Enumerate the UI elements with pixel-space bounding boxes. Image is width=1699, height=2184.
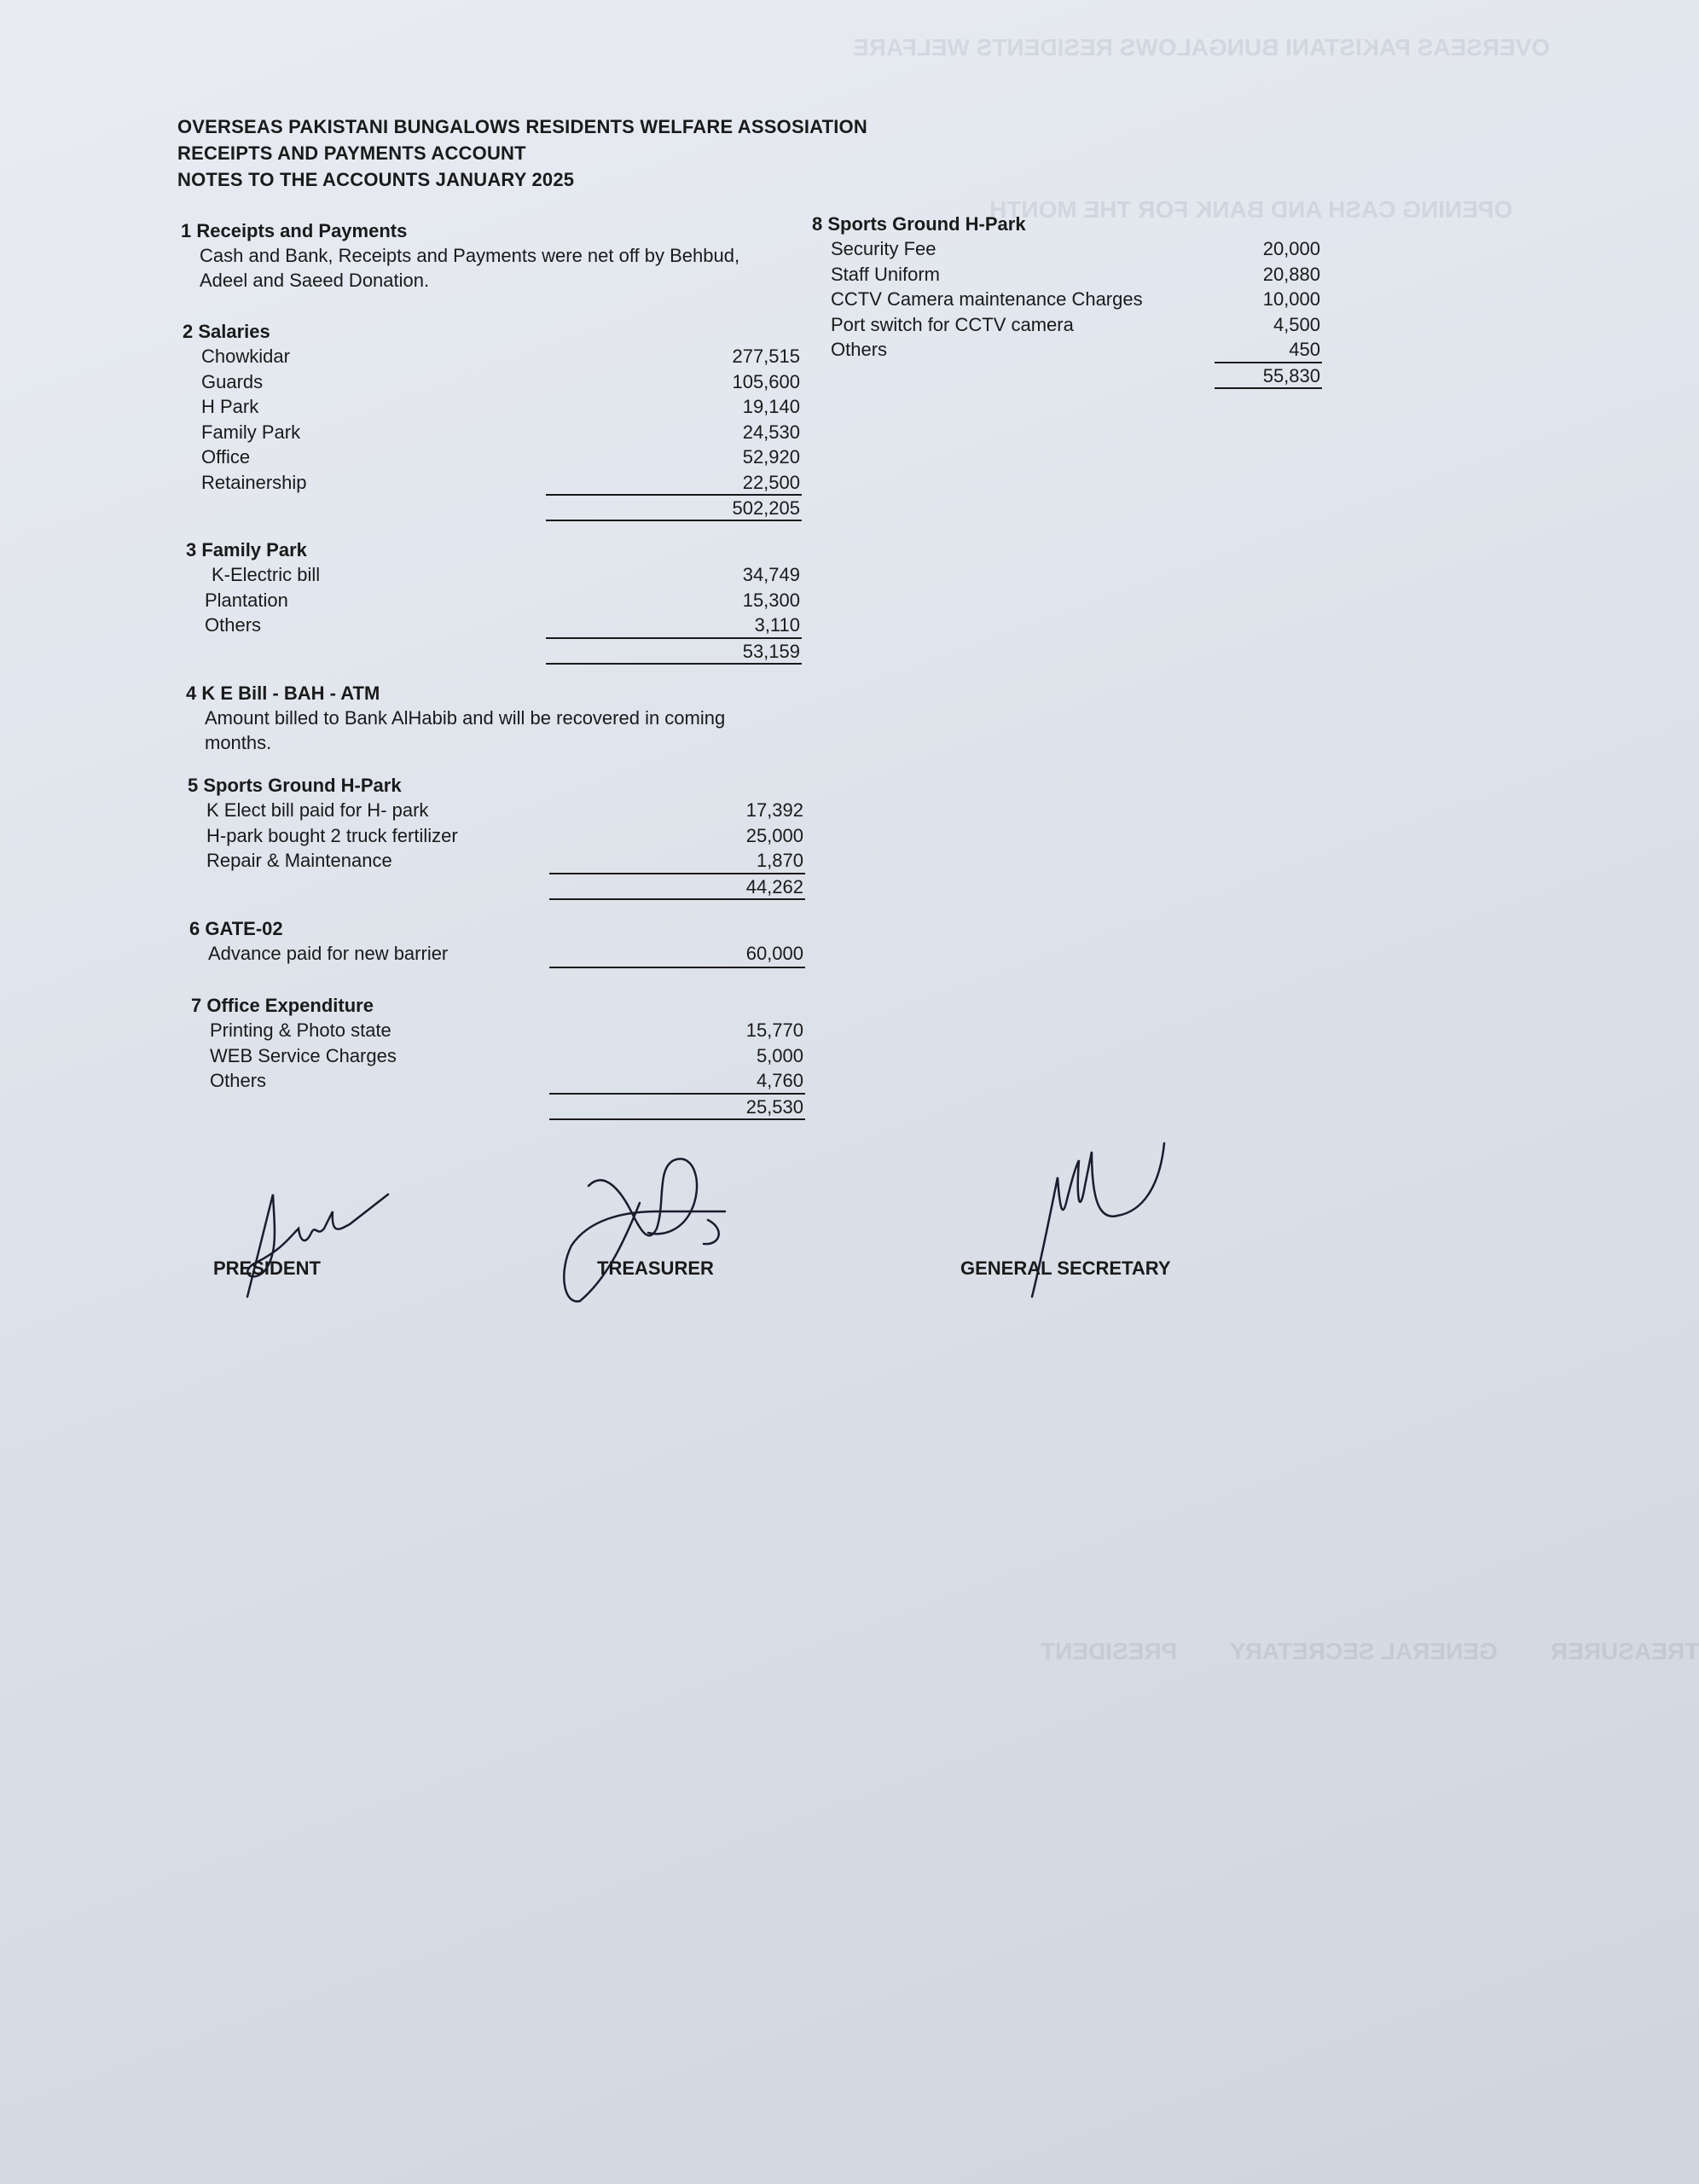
note-total [191,1094,803,1120]
item-label: Repair & Maintenance [206,850,392,871]
note-total [812,363,1320,389]
item-amount: 5,000 [756,1044,803,1066]
note-total [188,874,803,900]
item-amount: 34,749 [742,564,800,585]
line-item [812,312,1320,338]
general-secretary-label: GENERAL SECRETARY [960,1258,1171,1279]
note-salaries [183,319,800,521]
treasurer-label: TREASURER [597,1258,714,1279]
line-item [183,470,800,496]
bleed-through-text: OPENING CASH AND BANK FOR THE MONTH [989,196,1513,223]
note-total [186,638,800,665]
item-label: H Park [201,396,259,417]
total-rule [1215,387,1322,389]
association-name: OVERSEAS PAKISTANI BUNGALOWS RESIDENTS WELFARE ASSOSIATION [177,116,867,137]
note-gate-02 [189,916,803,970]
line-item [186,562,800,588]
item-amount: 25,000 [745,824,803,846]
document-header [177,113,867,193]
account-title: RECEIPTS AND PAYMENTS ACCOUNT [177,142,526,164]
line-item [191,1043,803,1069]
item-label: H-park bought 2 truck fertilizer [206,824,458,846]
item-amount: 52,920 [742,446,800,468]
note-total [183,495,800,521]
line-item [183,420,800,445]
bleed-through-text: OVERSEAS PAKISTANI BUNGALOWS RESIDENTS WELFARE [853,34,1551,61]
item-amount: 17,392 [745,799,803,821]
item-amount: 22,500 [742,471,800,493]
line-item [188,823,803,849]
treasurer-signature [554,1152,742,1305]
line-item [191,1068,803,1094]
note-title: 5 Sports Ground H-Park [188,775,402,796]
item-amount: 20,880 [1262,263,1320,285]
line-item [812,337,1320,363]
line-item [183,444,800,470]
bleed-through-text: TREASURER GENERAL SECRETARY PRESIDENT [1041,1638,1699,1664]
item-label: Office [201,446,251,468]
item-label: K Elect bill paid for H- park [206,799,429,821]
total-rule [546,663,802,665]
item-label: Guards [201,370,264,392]
line-item [188,798,803,823]
notes-title: NOTES TO THE ACCOUNTS JANUARY 2025 [177,169,575,190]
item-amount: 277,515 [732,346,800,367]
item-label: Others [205,614,262,636]
line-item [183,369,800,395]
line-item [812,236,1320,262]
total-rule [549,1118,805,1120]
note-title: 1 Receipts and Payments [181,220,408,241]
total-row [189,967,803,970]
note-title: 4 K E Bill - BAH - ATM [186,682,380,704]
item-label: K-Electric bill [212,564,321,585]
item-label: Port switch for CCTV camera [831,313,1074,335]
line-item [183,394,800,420]
item-amount: 15,300 [742,589,800,611]
item-label: Staff Uniform [831,263,940,285]
president-label: PRESIDENT [213,1258,321,1279]
note-sports-ground-h-park [188,773,803,900]
line-item [812,287,1320,312]
note-text: Adeel and Saeed Donation. [200,270,430,291]
line-item [188,848,803,874]
line-item [189,941,803,967]
total-rule [549,898,805,900]
line-item [186,613,800,638]
total-amount: 25,530 [745,1095,803,1118]
note-title: 8 Sports Ground H-Park [812,213,1026,235]
note-title: 2 Salaries [183,321,270,342]
note-title: 3 Family Park [186,539,307,561]
note-text: Amount billed to Bank AlHabib and will be recovered in coming [205,707,726,729]
total-rule [546,520,802,521]
note-office-expenditure [191,993,803,1120]
item-label: Family Park [201,421,301,443]
item-amount: 105,600 [732,370,800,392]
total-amount: 53,159 [742,640,800,662]
item-label: Others [831,339,888,360]
total-amount: 502,205 [732,497,800,519]
item-amount: 20,000 [1262,238,1320,259]
item-label: Plantation [205,589,288,611]
line-item [186,588,800,613]
item-label: Security Fee [831,238,936,259]
item-amount: 24,530 [742,421,800,443]
note-family-park [186,537,800,665]
total-amount: 44,262 [745,875,803,897]
note-receipts-and-payments [181,218,778,293]
item-label: Advance paid for new barrier [208,943,449,964]
item-amount: 450 [1289,339,1320,360]
item-amount: 1,870 [756,850,803,871]
line-item [191,1018,803,1043]
line-item [183,344,800,369]
note-title: 6 GATE-02 [189,918,283,939]
note-sports-ground-h-park-2 [812,212,1320,389]
item-amount: 4,760 [756,1070,803,1091]
note-text: Cash and Bank, Receipts and Payments were net off by Behbud, [200,245,740,266]
item-amount: 15,770 [745,1019,803,1041]
note-title: 7 Office Expenditure [191,995,374,1016]
item-amount: 19,140 [742,396,800,417]
president-signature [205,1177,401,1305]
item-label: WEB Service Charges [210,1044,397,1066]
item-label: Chowkidar [201,346,290,367]
item-amount: 60,000 [745,943,803,964]
note-ke-bill-bah-atm [186,681,834,755]
item-amount: 3,110 [754,614,800,636]
item-amount: 10,000 [1262,288,1320,310]
total-rule [549,967,805,968]
item-amount: 4,500 [1273,313,1320,335]
line-item [812,262,1320,288]
note-text: months. [205,732,272,753]
item-label: Others [210,1070,267,1091]
item-label: Printing & Photo state [210,1019,391,1041]
total-amount: 55,830 [1262,364,1320,386]
item-label: Retainership [201,471,307,493]
item-label: CCTV Camera maintenance Charges [831,288,1143,310]
